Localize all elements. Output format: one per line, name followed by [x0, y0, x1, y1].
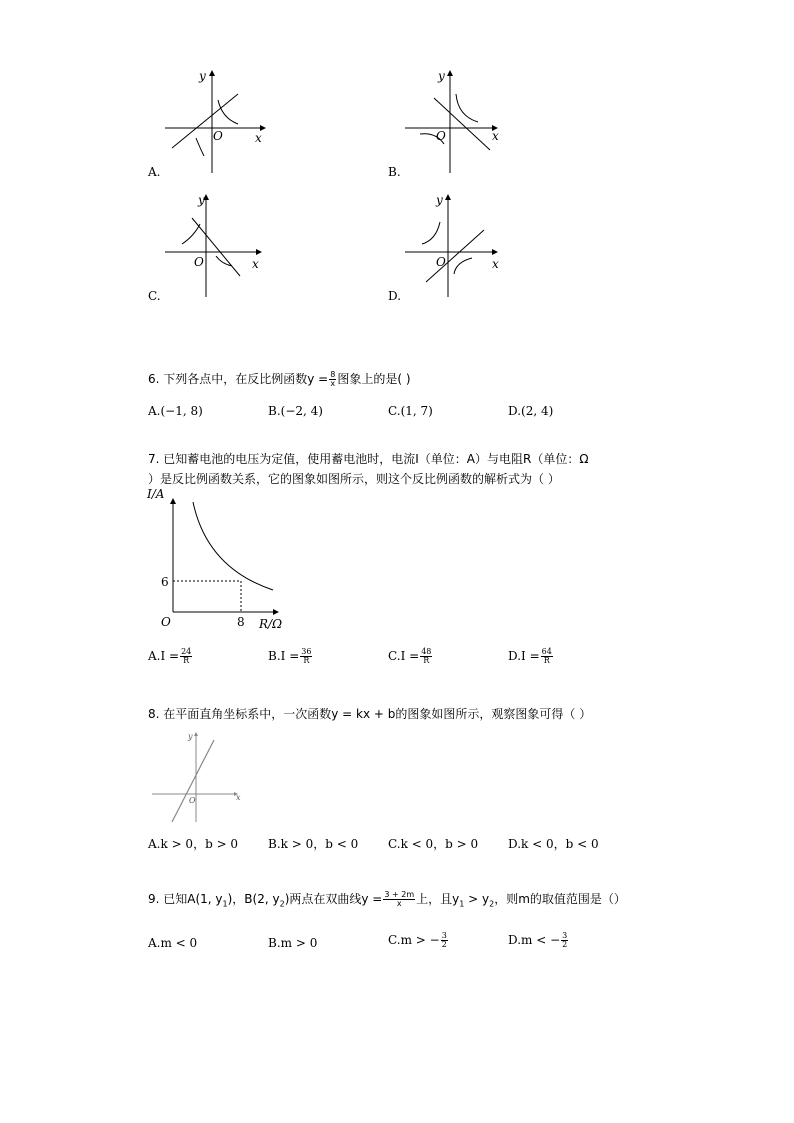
q9-option-c[interactable]: C.m > − $\frac{3}{2}$: [388, 931, 447, 949]
axis-y-label: y: [188, 732, 193, 741]
q6-option-b[interactable]: B.(−2, 4): [268, 404, 323, 418]
axis-x-label: x: [236, 793, 241, 802]
option-b-label: B.: [388, 165, 401, 179]
graph-option-d: [400, 192, 520, 302]
current-resistance-graph: [145, 487, 295, 631]
option-a-label: A.: [148, 165, 161, 179]
axis-x-label: x: [492, 257, 499, 271]
q8-option-b[interactable]: B.k > 0，b < 0: [268, 837, 359, 851]
origin-label: O: [436, 129, 446, 143]
q9-option-a[interactable]: A.m < 0: [148, 936, 198, 950]
origin-label: O: [436, 255, 446, 269]
question-7-stem-line2: ）是反比例函数关系，它的图象如图所示，则这个反比例函数的解析式为（ ）: [148, 472, 560, 486]
graph-option-c: [160, 192, 280, 302]
question-7-stem-line1: 7. 已知蓄电池的电压为定值，使用蓄电池时，电流I（单位：A）与电阻R（单位：Ω: [148, 452, 589, 466]
q8-option-c[interactable]: C.k < 0，b > 0: [388, 837, 479, 851]
axis-y-label: y: [198, 193, 205, 207]
question-8-stem: 8. 在平面直角坐标系中，一次函数y = kx + b的图象如图所示，观察图象可得（ ）: [148, 707, 592, 721]
origin-label: O: [189, 796, 196, 805]
axis-x-label: x: [252, 257, 259, 271]
q8-option-a[interactable]: A.k > 0，b > 0: [148, 837, 239, 851]
x-axis-label: R/Ω: [259, 617, 283, 631]
question-6-stem: 6. 下列各点中，在反比例函数y = $\frac{8}{x}$ 图象上的是( ): [148, 370, 411, 388]
x-tick-label: 8: [237, 615, 245, 629]
q7-option-a[interactable]: A.I = $\frac{24}{R}$: [148, 647, 192, 665]
fraction: $\frac{8}{x}$: [330, 370, 336, 388]
q7-option-d[interactable]: D.I = $\frac{64}{R}$: [508, 647, 552, 665]
axis-y-label: y: [438, 69, 445, 83]
option-d-label: D.: [388, 289, 402, 303]
linear-function-graph: [150, 730, 250, 825]
axis-x-label: x: [492, 129, 499, 143]
q8-option-d[interactable]: D.k < 0，b < 0: [508, 837, 599, 851]
q9-option-d[interactable]: D.m < − $\frac{3}{2}$: [508, 931, 568, 949]
graph-option-a: [160, 68, 280, 178]
q7-option-c[interactable]: C.I = $\frac{48}{R}$: [388, 647, 432, 665]
axis-y-label: y: [436, 193, 443, 207]
question-9-stem: 9. 已知A(1, $y_1$)，B(2, $y_2$)两点在双曲线y = $\frac{3 + 2m}{x}$ 上，且$y_1 > y_2$，则m的取值范围是（）: [148, 890, 626, 909]
origin-label: O: [161, 615, 171, 629]
q6-option-c[interactable]: C.(1, 7): [388, 404, 433, 418]
axis-x-label: x: [255, 131, 262, 145]
q7-option-b[interactable]: B.I = $\frac{36}{R}$: [268, 647, 312, 665]
q6-option-d[interactable]: D.(2, 4): [508, 404, 554, 418]
option-c-label: C.: [148, 289, 161, 303]
y-tick-label: 6: [161, 575, 169, 589]
y-axis-label: I/A: [147, 487, 165, 501]
graph-option-b: [400, 68, 520, 178]
q9-option-b[interactable]: B.m > 0: [268, 936, 318, 950]
origin-label: O: [194, 255, 204, 269]
axis-y-label: y: [199, 69, 206, 83]
origin-label: O: [213, 129, 223, 143]
q6-option-a[interactable]: A.(−1, 8): [148, 404, 203, 418]
